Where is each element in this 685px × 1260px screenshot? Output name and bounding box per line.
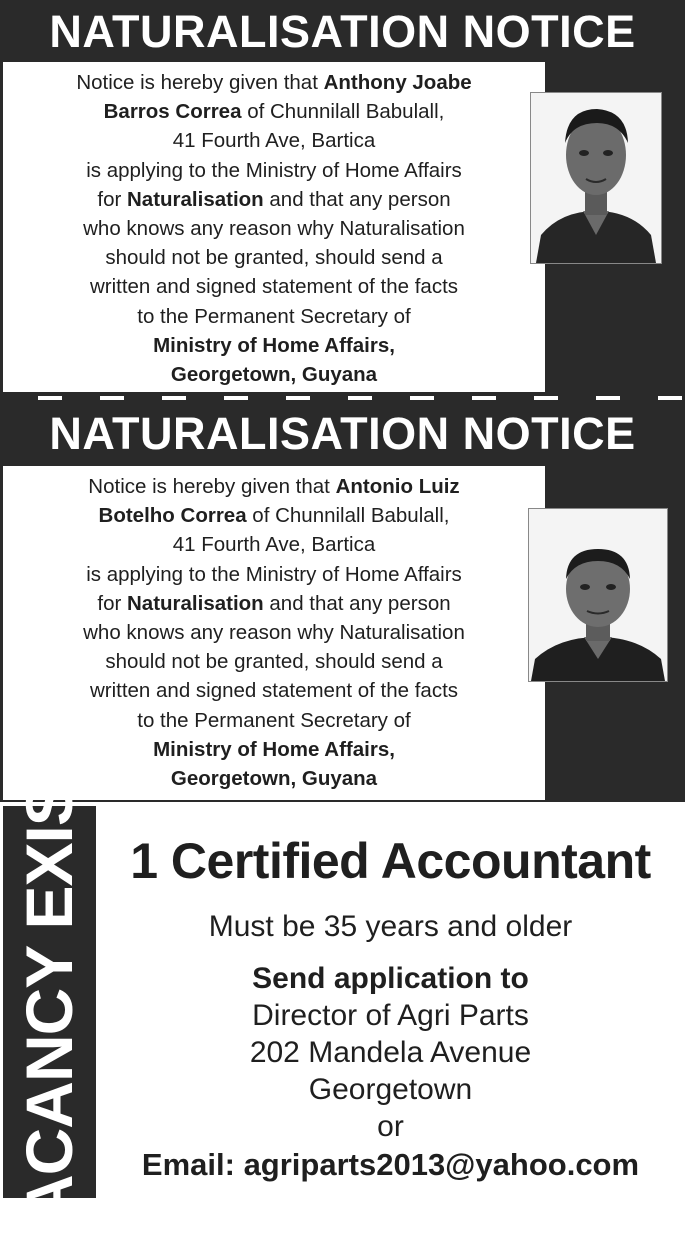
line-should: should not be granted, should send a <box>105 246 443 270</box>
line-applying: is applying to the Ministry of Home Affairs <box>86 562 462 586</box>
vacancy-headline: 1 Certified Accountant <box>130 833 651 889</box>
contact-email: Email: agriparts2013@yahoo.com <box>141 1147 640 1182</box>
notice-title: NATURALISATION NOTICE <box>49 408 636 459</box>
line-written: written and signed statement of the facts <box>89 275 459 299</box>
line-for-tail: and that any person <box>263 187 451 211</box>
notice-body <box>3 62 545 392</box>
applicant-photo <box>530 92 662 264</box>
applicant-name-part-2: Barros Correa <box>103 100 242 124</box>
line-knows: who knows any reason why Naturalisation <box>83 217 465 241</box>
vacancy-requirement: Must be 35 years and older <box>208 910 573 943</box>
ministry-name: Ministry of Home Affairs, <box>153 333 395 357</box>
notice-text <box>3 62 545 389</box>
line-for: for <box>97 187 127 211</box>
line-written: written and signed statement of the facts <box>89 679 459 703</box>
applicant-portrait-image <box>529 509 667 681</box>
notice-intro: Notice is hereby given that <box>88 475 336 498</box>
notice-intro: Notice is hereby given that <box>76 71 324 94</box>
line-for-tail: and that any person <box>263 591 451 615</box>
vacancy-side-label: VACANCY EXIST <box>12 743 86 1260</box>
ministry-city: Georgetown, Guyana <box>170 363 378 387</box>
naturalisation-word: Naturalisation <box>127 591 264 615</box>
recipient-name: Director of Agri Parts <box>252 999 529 1032</box>
applicant-name-part-1: Anthony Joabe <box>323 71 472 94</box>
applicant-name-part-2: Botelho Correa <box>98 504 247 528</box>
line-should: should not be granted, should send a <box>105 650 443 674</box>
line-to: to the Permanent Secretary of <box>137 304 411 328</box>
naturalisation-word: Naturalisation <box>127 187 264 211</box>
send-application-heading: Send application to <box>252 962 529 995</box>
line-applying: is applying to the Ministry of Home Affairs <box>86 158 462 182</box>
address-lead: of Chunnilall Babulall, <box>246 504 450 528</box>
applicant-photo <box>528 508 668 682</box>
or-separator: or <box>377 1110 404 1143</box>
naturalisation-notice-2 <box>0 400 685 800</box>
ministry-name: Ministry of Home Affairs, <box>153 737 395 761</box>
naturalisation-notice-1 <box>0 0 685 400</box>
address-line: 41 Fourth Ave, Bartica <box>172 129 376 153</box>
line-for: for <box>97 591 127 615</box>
applicant-portrait-image <box>531 93 661 263</box>
applicant-name-part-1: Antonio Luiz <box>335 475 460 498</box>
line-knows: who knows any reason why Naturalisation <box>83 621 465 645</box>
address-lead: of Chunnilall Babulall, <box>241 100 445 124</box>
address-line: 41 Fourth Ave, Bartica <box>172 533 376 557</box>
recipient-street: 202 Mandela Avenue <box>249 1036 532 1069</box>
notice-title: NATURALISATION NOTICE <box>49 6 636 57</box>
line-to: to the Permanent Secretary of <box>137 708 411 732</box>
vacancy-side-banner <box>3 743 96 1260</box>
ministry-city: Georgetown, Guyana <box>170 767 378 791</box>
recipient-city: Georgetown <box>308 1073 473 1106</box>
